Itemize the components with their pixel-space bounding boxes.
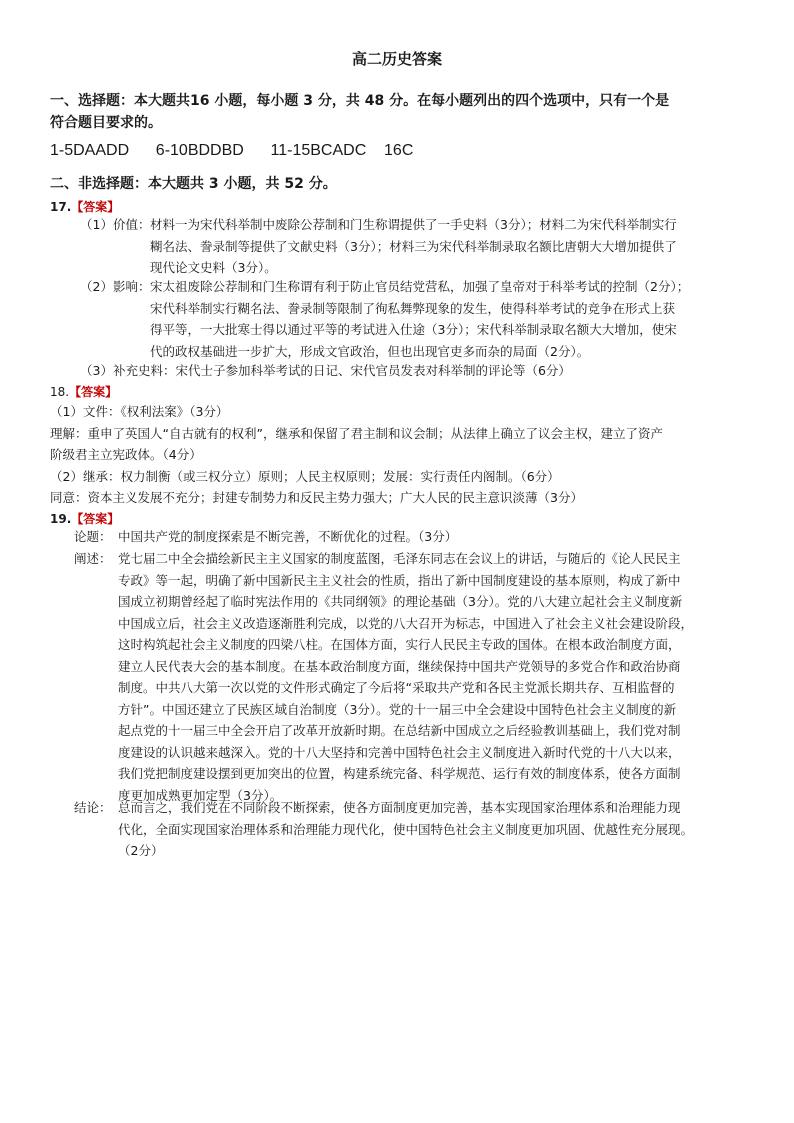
q18-answer-tag: 【答案】 [69, 385, 118, 399]
q17-part2-line: 宋代科举制实行糊名法、誊录制等限制了徇私舞弊现象的发生，使得科举考试的竞争在形式上获 [150, 300, 676, 316]
page-title: 高二历史答案 [351, 50, 442, 68]
q17-part2-line: 宋太祖废除公荐制和门生称谓有利于防止官员结党营私，加强了皇帝对于科举考试的控制（2分）； [150, 279, 690, 294]
q18-line: 阶级君主立宪政体。（4分） [50, 447, 202, 462]
q17-part1-label: （1）价值： [80, 217, 151, 232]
q19-thesis-label: 论题： [74, 529, 112, 544]
q19-argument-line: 我们党把制度建设摆到更加突出的位置，构建系统完备、科学规范、运行有效的制度体系，使各方面制 [118, 766, 681, 781]
q17-part1-line: 现代论文史料（3分）。 [150, 260, 277, 275]
section2-heading: 二、非选择题：本大题共 3 小题，共 52 分。 [50, 176, 337, 192]
q17-part2-line: 代的政权基础进一步扩大，形成文官政治，但也出现官吏多而杂的局面（2分）。 [150, 343, 590, 359]
q18-line: （1）文件：《权利法案》（3分） [50, 404, 229, 419]
section1-heading-line2: 符合题目要求的。 [50, 115, 162, 131]
q17-answer-tag: 【答案】 [71, 200, 120, 214]
q19-argument-line: 中国成立后，社会主义改造逐渐胜利完成，以党的八大召开为标志，中国进入了社会主义社会建设阶段， [118, 615, 694, 631]
q17-part2-text [150, 276, 689, 362]
q19-argument-line: 专政》等一起，明确了新中国新民主主义社会的性质，指出了新中国制度建设的基本原则，构成了新中 [118, 572, 681, 588]
q17-number: 17. [50, 200, 72, 214]
q19-argument-line: 制度。中共八大第一次以党的文件形式确定了今后将“采取共产党和各民主党派长期共存、互相监督的 [118, 680, 675, 695]
q18-line: （2）继承：权力制衡（或三权分立）原则；人民主权原则；发展：实行责任内阁制。（6分） [50, 468, 560, 484]
q19-conclusion-line: （2分） [118, 843, 164, 858]
q19-conclusion-text [118, 797, 693, 862]
q17-part2 [80, 276, 770, 366]
q17-part1-line: 糊名法、誊录制等提供了文献史料（3分）；材料三为宋代科举制录取名额比唐朝大大增加提供了 [150, 238, 677, 254]
q19-argument-line: 建立人民代表大会的基本制度。在基本政治制度方面，继续保持中国共产党领导的多党合作和政治协商 [118, 658, 681, 674]
q17-part2-label: （2）影响： [80, 279, 151, 294]
q17-part1-line: 材料一为宋代科举制中废除公荐制和门生称谓提供了一手史料（3分）；材料二为宋代科举制实行 [150, 217, 677, 232]
q17-part2-line: 得平等，一大批寒士得以通过平等的考试进入仕途（3分）；宋代科举制录取名额大大增加，使宋 [150, 322, 677, 337]
q17-part3: （3）补充史料：宋代士子参加科举考试的日记、宋代官员发表对科举制的评论等（6分） [80, 363, 571, 378]
q19-argument-text [118, 548, 693, 806]
multiple-choice-answers: 1-5DAADD 6-10BDDBD 11-15BCADC 16C [50, 142, 414, 159]
q19-argument-line: 党七届二中全会描绘新民主主义国家的制度蓝图，毛泽东同志在会议上的讲话，与随后的《论人民民主 [118, 551, 681, 566]
q19-argument-line: 这时构筑起社会主义制度的四梁八柱。在国体方面，实行人民民主专政的国体。在根本政治制度方面， [118, 637, 681, 652]
q19-thesis-text: 中国共产党的制度探索是不断完善，不断优化的过程。（3分） [118, 529, 458, 544]
q17-header [50, 198, 119, 215]
q19-number: 19. [50, 512, 72, 526]
q19-conclusion-line: 总而言之，我们党在不同阶段不断探索，使各方面制度更加完善，基本实现国家治理体系和治理能力现 [118, 800, 681, 815]
q19-header [50, 510, 119, 527]
q18-number: 18. [50, 385, 70, 399]
q18-line: 同意：资本主义发展不充分；封建专制势力和反民主势力强大；广大人民的民主意识淡薄（3分） [50, 490, 583, 505]
q19-conclusion-label: 结论： [74, 800, 112, 815]
section1-heading-line1: 一、选择题：本大题共16 小题，每小题 3 分，共 48 分。在每小题列出的四个选项中，只有一个是 [50, 93, 670, 109]
q18-line: 理解：重申了英国人“自古就有的权利”，继承和保留了君主制和议会制；从法律上确立了议会主权，建立了资产 [50, 425, 663, 441]
q19-argument-line: 方针”。中国还建立了民族区域自治制度（3分）。党的十一届三中全会建设中国特色社会主义制度的新 [118, 701, 677, 717]
q19-argument-line: 度建设的认识越来越深入。党的十八大坚持和完善中国特色社会主义制度进入新时代党的十八大以来， [118, 744, 681, 760]
q17-part1 [80, 214, 760, 284]
q19-argument-line: 国成立初期曾经起了临时宪法作用的《共同纲领》的理论基础（3分）。党的八大建立起社会主义制度新 [118, 594, 683, 609]
q19-conclusion-line: 代化，全面实现国家治理体系和治理能力现代化，使中国特色社会主义制度更加巩固、优越性充分展现。 [118, 821, 694, 837]
q17-part1-text [150, 214, 677, 279]
q19-argument-line: 起点党的十一届三中全会开启了改革开放新时期。在总结新中国成立之后经验教训基础上，我们党对制 [118, 723, 681, 738]
q19-answer-tag: 【答案】 [71, 512, 120, 526]
q18-body [50, 401, 760, 509]
q19-argument-label: 阐述： [74, 551, 112, 566]
q18-header [50, 383, 117, 400]
q19-argument-line: 度更加成熟更加定型（3分）。 [118, 787, 283, 803]
